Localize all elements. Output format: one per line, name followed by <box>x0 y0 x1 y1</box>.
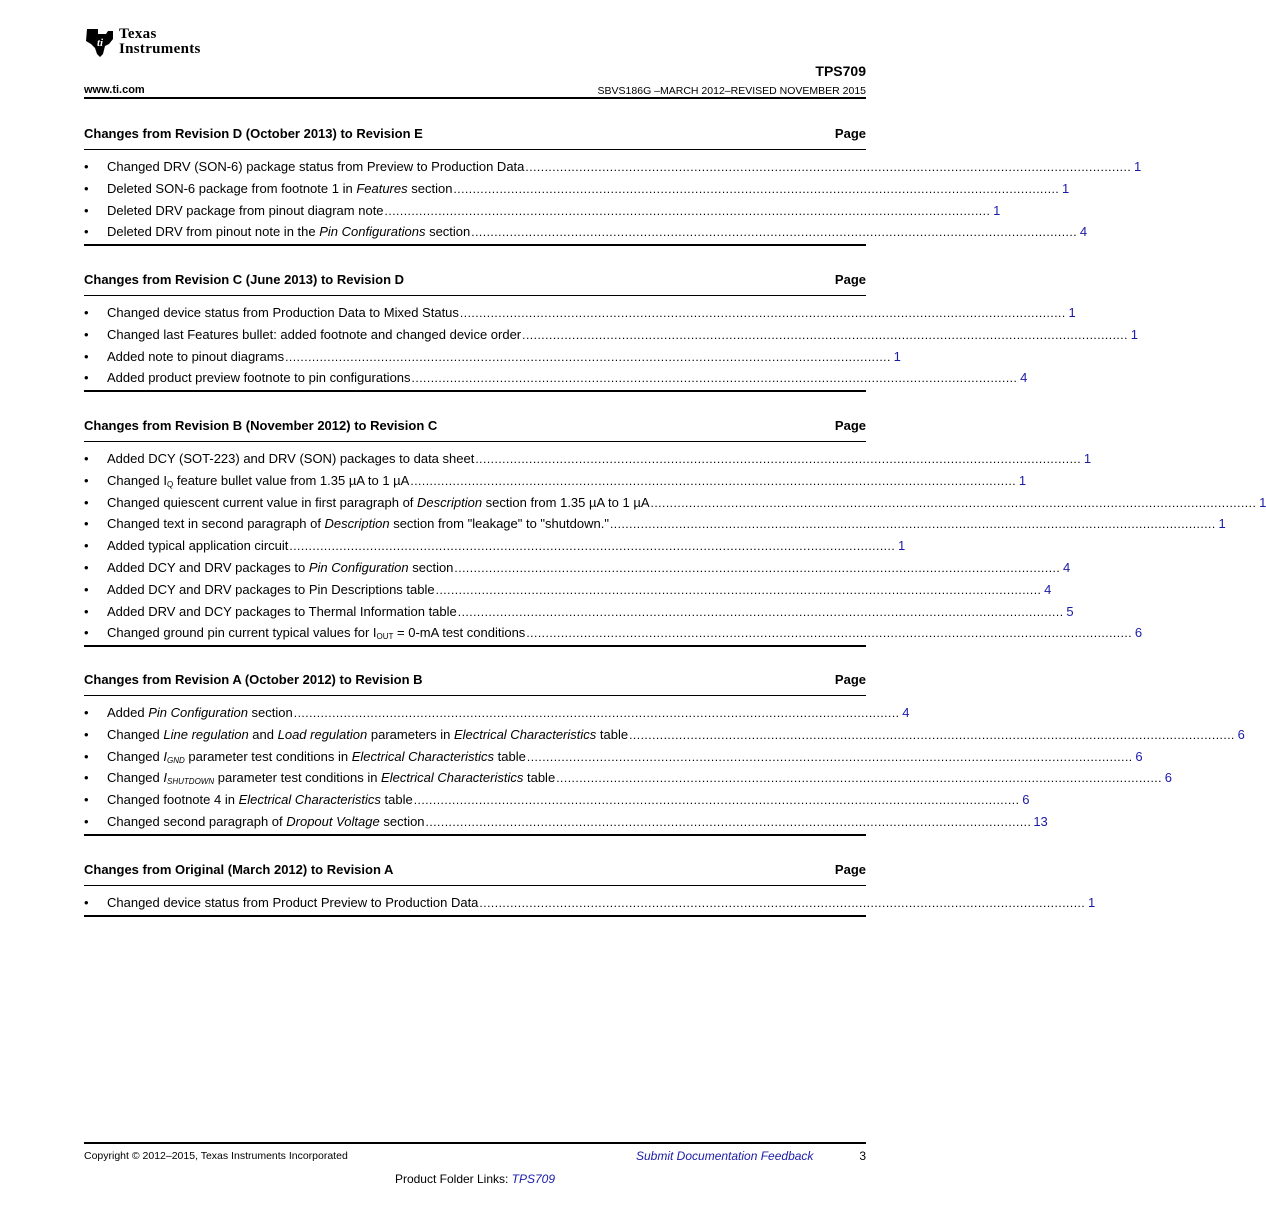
section-rule <box>84 149 866 150</box>
page-link[interactable]: 1 <box>1087 895 1096 910</box>
page-link[interactable]: 1 <box>1259 494 1266 510</box>
revision-section <box>84 125 1142 246</box>
change-entry[interactable]: • Deleted SON-6 package from footnote 1 in Features section .............................................................................................................................................................. 1 <box>84 178 866 200</box>
page-link[interactable]: 1 <box>897 538 906 554</box>
revision-section <box>84 271 1138 392</box>
svg-text:ti: ti <box>97 37 104 49</box>
page-link[interactable]: 6 <box>1135 748 1143 764</box>
submit-feedback-link[interactable]: Submit Documentation Feedback <box>636 1149 814 1163</box>
page-link[interactable]: 6 <box>1022 792 1030 808</box>
page-link[interactable]: 1 <box>1083 451 1092 466</box>
section-end-rule <box>84 244 866 246</box>
change-entry[interactable]: • Changed footnote 4 in Electrical Characteristics table .............................................................................................................................................................. 6 <box>84 789 866 811</box>
product-folder-link[interactable]: TPS709 <box>511 1172 556 1186</box>
page-link[interactable]: 1 <box>1218 516 1226 532</box>
section-title: Changes from Revision D (October 2013) to Revision E <box>84 126 423 141</box>
page-link[interactable]: 6 <box>1134 625 1143 641</box>
header-rule <box>84 97 866 99</box>
change-entry[interactable]: • Changed second paragraph of Dropout Voltage section .............................................................................................................................................................. 13 <box>84 811 866 833</box>
page-column-label: Page <box>834 272 866 287</box>
page-link[interactable]: 4 <box>1079 224 1088 240</box>
page-link[interactable]: 4 <box>1062 559 1071 575</box>
section-title: Changes from Original (March 2012) to Revision A <box>84 862 394 877</box>
change-entry[interactable]: • Changed text in second paragraph of Description section from "leakage" to "shutdown." .............................................................................................................................................................. 1 <box>84 513 866 535</box>
change-entry[interactable]: • Changed quiescent current value in first paragraph of Description section from 1.35 µA to 1 µA .............................................................................................................................................................. 1 <box>84 492 866 514</box>
section-end-rule <box>84 915 866 917</box>
change-entry[interactable]: • Changed ground pin current typical values for $I_{OUT} = 0-mA$ test conditions .............................................................................................................................................................. 6 <box>84 622 866 644</box>
page-link[interactable]: 1 <box>1018 472 1027 488</box>
section-rule <box>84 441 866 442</box>
change-entry[interactable]: • Changed $I_{SHUTDOWN}$ parameter test conditions in Electrical Characteristics table .............................................................................................................................................................. 6 <box>84 767 866 789</box>
change-entry[interactable]: • Added DCY and DRV packages to Pin Configuration section .............................................................................................................................................................. 4 <box>84 557 866 579</box>
change-entry[interactable]: • Changed device status from Production Data to Mixed Status .............................................................................................................................................................. 1 <box>84 302 866 324</box>
page-number: 3 <box>859 1149 866 1163</box>
section-title: Changes from Revision C (June 2013) to Revision D <box>84 272 405 287</box>
change-entry[interactable]: • Deleted DRV package from pinout diagram note .............................................................................................................................................................. 1 <box>84 200 866 222</box>
change-entry[interactable]: • Added product preview footnote to pin configurations .............................................................................................................................................................. 4 <box>84 367 866 389</box>
page-link[interactable]: 1 <box>1061 180 1070 196</box>
document-id: SBVS186G –MARCH 2012–REVISED NOVEMBER 2015 <box>597 85 866 97</box>
section-title: Changes from Revision B (November 2012) to Revision C <box>84 418 438 433</box>
page-link[interactable]: 6 <box>1164 770 1172 786</box>
change-entry[interactable]: • Added typical application circuit .............................................................................................................................................................. 1 <box>84 535 866 557</box>
section-end-rule <box>84 834 866 836</box>
change-entry[interactable]: • Added DRV and DCY packages to Thermal Information table .............................................................................................................................................................. 5 <box>84 601 866 623</box>
section-rule <box>84 695 866 696</box>
change-entry[interactable]: • Changed Line regulation and Load regulation parameters in Electrical Characteristics table .............................................................................................................................................................. 6 <box>84 724 866 746</box>
change-entry[interactable]: • Changed DRV (SON-6) package status from Preview to Production Data .............................................................................................................................................................. 1 <box>84 156 866 178</box>
footer-rule <box>84 1142 866 1144</box>
section-rule <box>84 295 866 296</box>
page-link[interactable]: 1 <box>1130 326 1138 342</box>
page-link[interactable]: 4 <box>1044 581 1052 597</box>
website-link[interactable]: www.ti.com <box>84 84 145 96</box>
revision-section <box>84 417 1266 647</box>
revision-section <box>84 671 1245 836</box>
change-entry[interactable]: • Changed $I_Q$ feature bullet value from 1.35 µA to 1 µA .............................................................................................................................................................. 1 <box>84 470 866 492</box>
copyright-text: Copyright © 2012–2015, Texas Instruments Incorporated <box>84 1150 348 1162</box>
page-column-label: Page <box>834 126 866 141</box>
change-entry[interactable]: • Changed last Features bullet: added footnote and changed device order .............................................................................................................................................................. 1 <box>84 324 866 346</box>
change-entry[interactable]: • Changed $I_{GND}$ parameter test conditions in Electrical Characteristics table .............................................................................................................................................................. 6 <box>84 746 866 768</box>
page-link[interactable]: 4 <box>1020 370 1028 386</box>
page-link[interactable]: 5 <box>1066 603 1074 619</box>
change-entry[interactable]: • Deleted DRV from pinout note in the Pin Configurations section .............................................................................................................................................................. 4 <box>84 221 866 243</box>
page-link[interactable]: 4 <box>902 705 910 720</box>
change-entry[interactable]: • Added DCY and DRV packages to Pin Descriptions table .............................................................................................................................................................. 4 <box>84 579 866 601</box>
page-link[interactable]: 1 <box>1133 159 1142 174</box>
logo-line-2: Instruments <box>119 41 201 57</box>
section-end-rule <box>84 390 866 392</box>
page-link[interactable]: 1 <box>1068 305 1076 320</box>
ti-logo[interactable] <box>84 27 201 57</box>
product-name: TPS709 <box>815 63 866 79</box>
page-link[interactable]: 13 <box>1033 813 1048 829</box>
page-column-label: Page <box>834 862 866 877</box>
section-title: Changes from Revision A (October 2012) to Revision B <box>84 672 423 687</box>
change-entry[interactable]: • Added note to pinout diagrams .............................................................................................................................................................. 1 <box>84 346 866 368</box>
change-entry[interactable]: • Changed device status from Product Preview to Production Data .............................................................................................................................................................. 1 <box>84 892 866 914</box>
revision-section <box>84 861 1096 917</box>
change-entry[interactable]: • Added Pin Configuration section .............................................................................................................................................................. 4 <box>84 702 866 724</box>
page-column-label: Page <box>834 672 866 687</box>
page-link[interactable]: 1 <box>893 348 901 364</box>
logo-line-1: Texas <box>119 26 157 42</box>
page-link[interactable]: 1 <box>993 202 1001 218</box>
change-entry[interactable]: • Added DCY (SOT-223) and DRV (SON) packages to data sheet .............................................................................................................................................................. 1 <box>84 448 866 470</box>
product-folder-links: Product Folder Links: TPS709 <box>394 1172 556 1186</box>
page-column-label: Page <box>834 418 866 433</box>
section-end-rule <box>84 645 866 647</box>
ti-logo-icon <box>84 27 116 57</box>
section-rule <box>84 885 866 886</box>
page-link[interactable]: 6 <box>1237 726 1245 742</box>
